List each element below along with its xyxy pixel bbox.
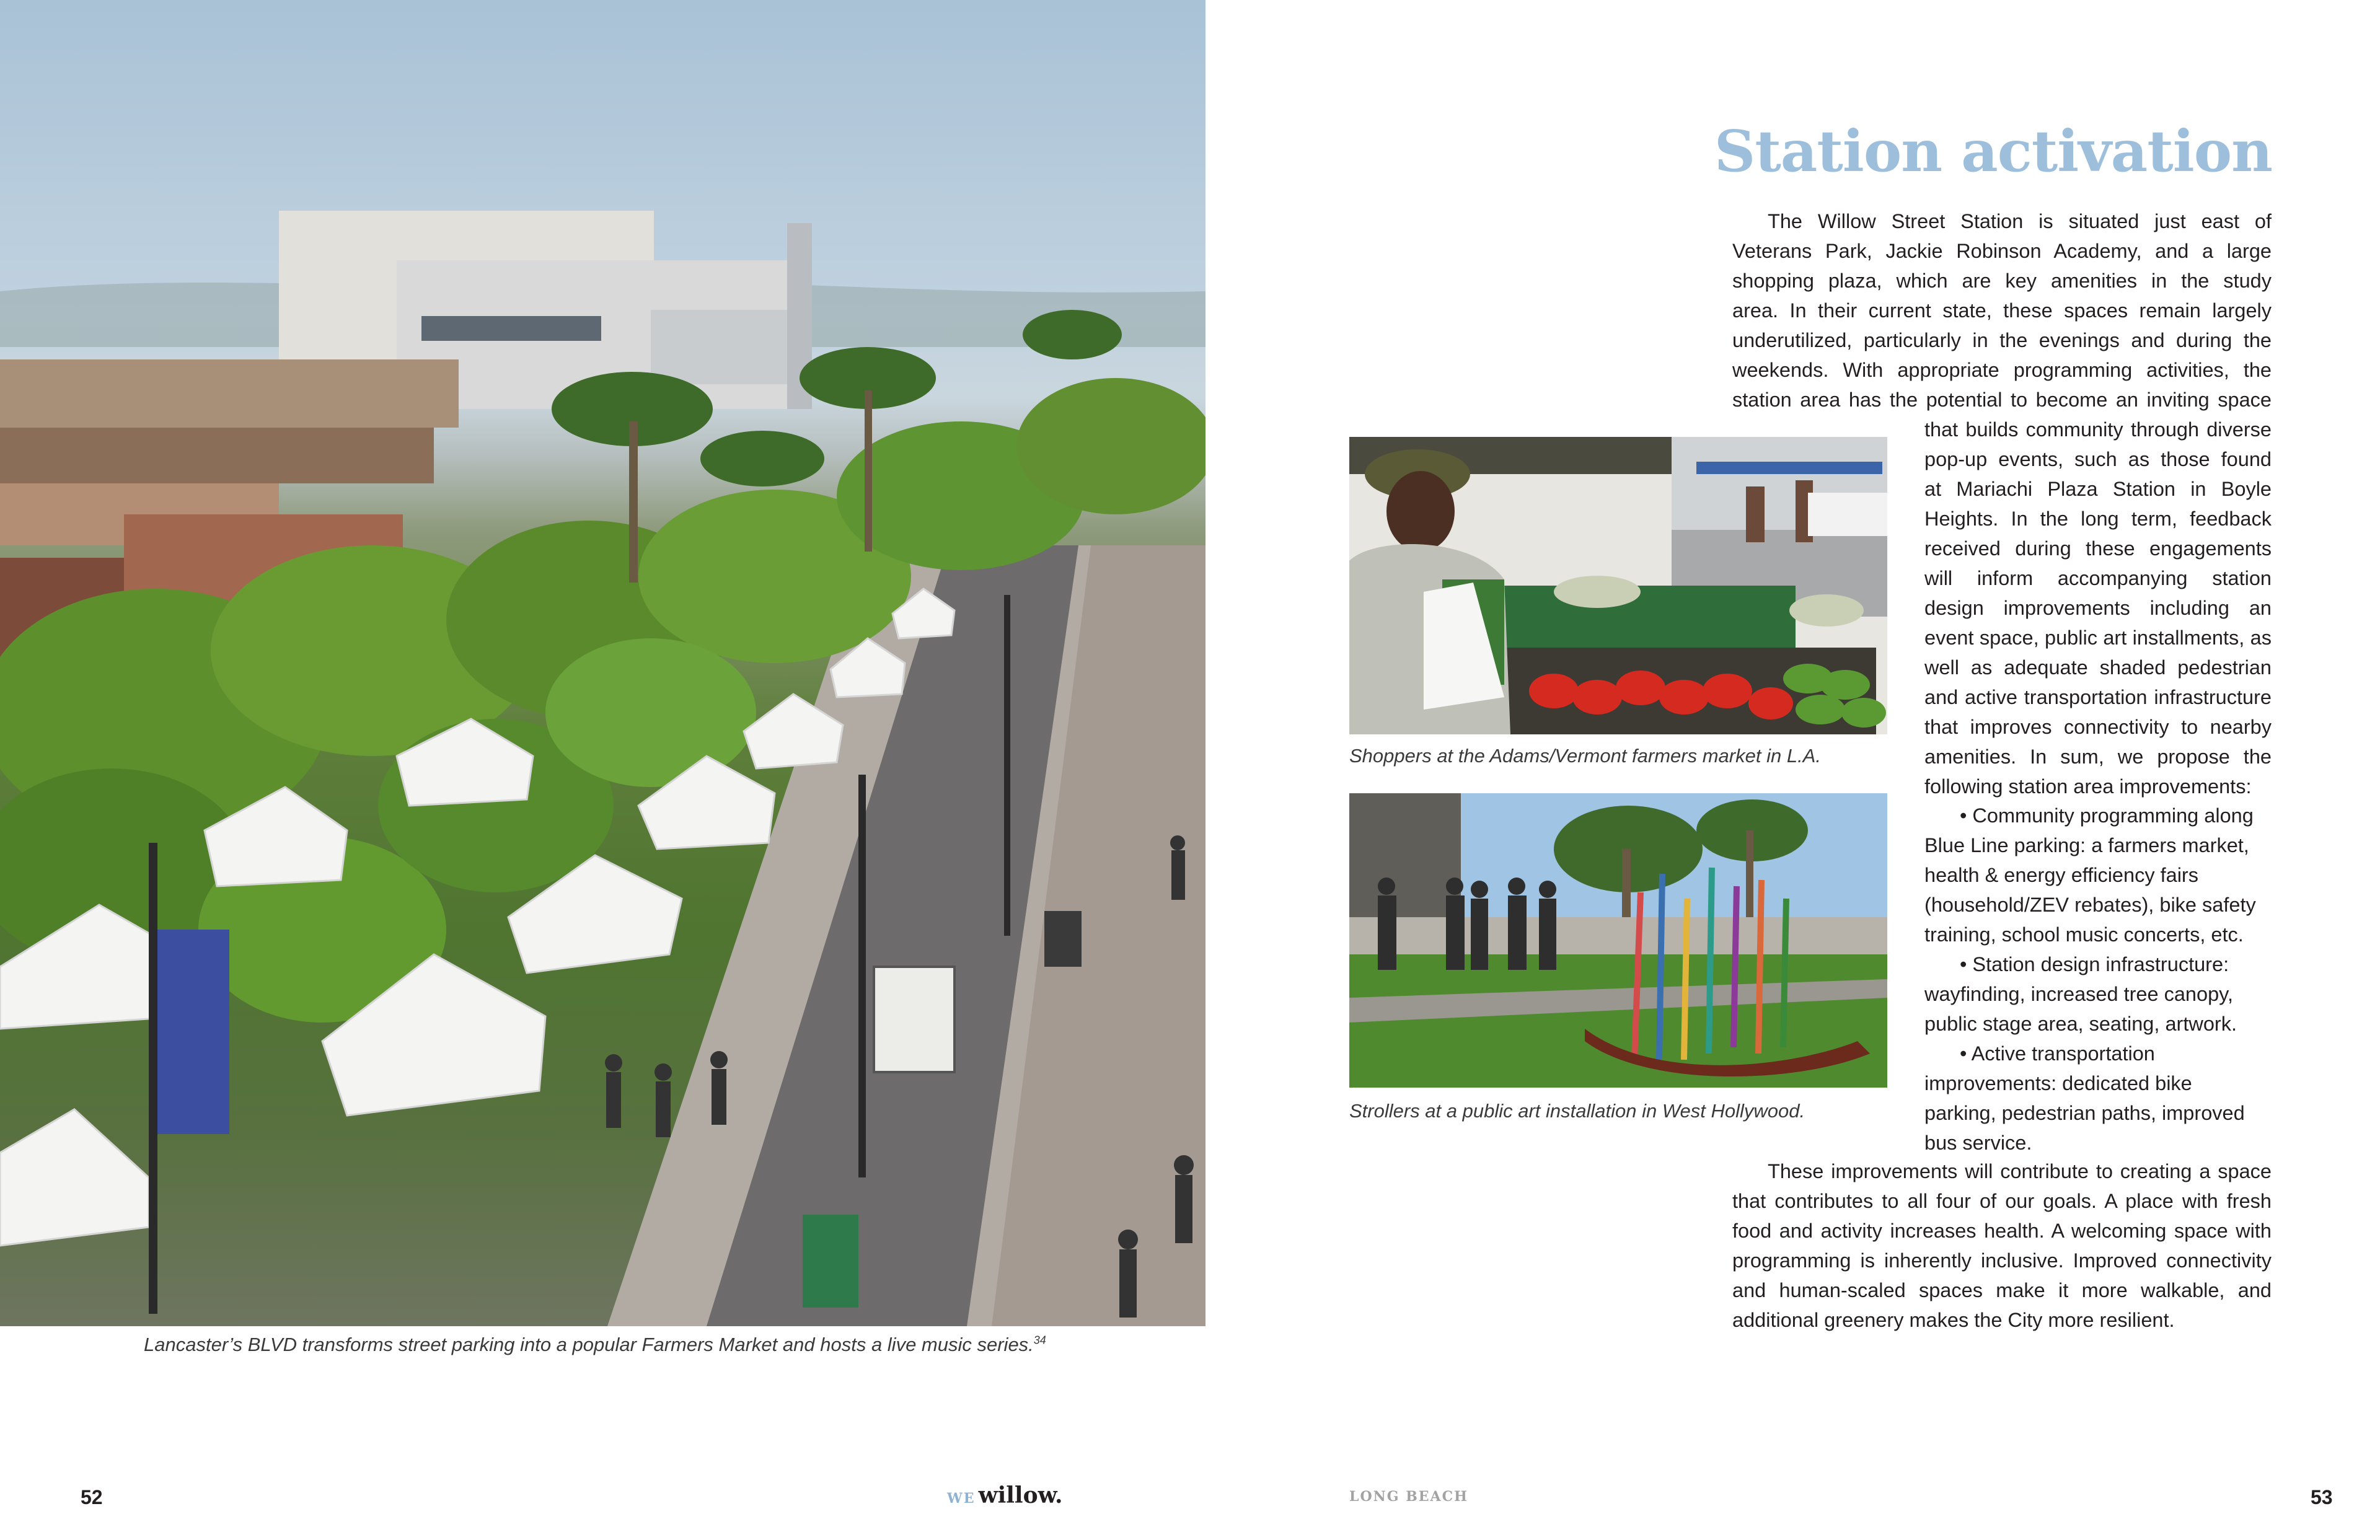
text-line: at Mariachi Plaza Station in Boyle [1924,478,2272,500]
text-line: well as adequate shaded pedestrian [1924,656,2272,679]
text-line: and human-scaled spaces make it more walkable, and [1732,1279,2272,1301]
footnote-reference: 34 [1033,1334,1046,1347]
list-item-continued: (household/ZEV rebates), bike safety [1924,894,2256,916]
text-line: station area has the potential to become an inviting space [1732,389,2272,411]
list-item-continued: wayfinding, increased tree canopy, [1924,983,2234,1005]
text-line: food and activity increases health. A welcoming space with [1732,1220,2272,1242]
farmers-market-illustration [1349,437,1887,734]
page-number-right: 53 [2311,1486,2333,1508]
text-line: design improvements including an [1924,597,2272,619]
public-art-caption: Strollers at a public art installation in West Hollywood. [1349,1100,1805,1122]
text-line: The Willow Street Station is situated just east of [1768,210,2272,232]
text-line: shopping plaza, which are key amenities in the study [1732,270,2272,292]
text-line: amenities. In sum, we propose the [1924,746,2272,768]
hero-photo-illustration [0,0,1205,1326]
text-line: additional greenery makes the City more resilient. [1732,1309,2175,1331]
farmers-market-photo [1349,437,1887,734]
closing-paragraph [1732,1156,2272,1335]
intro-paragraph [1732,206,2272,415]
text-line: and active transportation infrastructure [1924,686,2272,708]
intro-paragraph-continued [1924,415,2272,801]
text-line: pop-up events, such as those found [1924,448,2272,470]
text-line: will inform accompanying station [1924,567,2272,589]
text-line: received during these engagements [1924,537,2272,560]
page-number-left: 52 [81,1486,103,1508]
farmers-market-caption: Shoppers at the Adams/Vermont farmers market in L.A. [1349,745,1821,767]
text-line: programming is inherently inclusive. Improved connectivity [1732,1249,2272,1272]
text-line: These improvements will contribute to creating a space [1768,1160,2272,1182]
brand-logo [947,1482,1063,1508]
brand-prefix: WE [947,1490,976,1507]
city-label: LONG BEACH [1349,1489,1468,1505]
text-line: Veterans Park, Jackie Robinson Academy, and a large [1732,240,2272,262]
list-item-continued: public stage area, seating, artwork. [1924,1013,2237,1035]
list-item-continued: bus service. [1924,1132,2032,1154]
improvements-list [1924,801,2272,1158]
hero-caption: Lancaster’s BLVD transforms street parking into a popular Farmers Market and hosts a live music series.$^{34}$ [144,1334,1046,1355]
text-line: that builds community through diverse [1924,418,2272,441]
list-item-continued: improvements: dedicated bike [1924,1072,2192,1094]
list-item-continued: Blue Line parking: a farmers market, [1924,834,2249,856]
public-art-illustration [1349,793,1887,1088]
text-line: weekends. With appropriate programming activities, the [1732,359,2272,381]
page-title: Station activation [1714,118,2272,185]
brand-name: willow. [978,1482,1063,1508]
text-line: that contributes to all four of our goals. A place with fresh [1732,1190,2272,1212]
text-line: area. In their current state, these spaces remain largely [1732,299,2272,322]
text-line: following station area improvements: [1924,775,2252,798]
text-line: underutilized, particularly in the evenings and during the [1732,329,2272,351]
hero-photo [0,0,1205,1326]
text-line: Heights. In the long term, feedback [1924,508,2272,530]
list-item: • Community programming along [1960,804,2254,827]
text-line: that improves connectivity to nearby [1924,716,2272,738]
text-line: event space, public art installments, as [1924,627,2272,649]
list-item: • Active transportation [1960,1042,2155,1065]
list-item: • Station design infrastructure: [1960,953,2229,975]
public-art-photo [1349,793,1887,1088]
list-item-continued: training, school music concerts, etc. [1924,923,2244,946]
list-item-continued: health & energy efficiency fairs [1924,864,2199,886]
list-item-continued: parking, pedestrian paths, improved [1924,1102,2245,1124]
